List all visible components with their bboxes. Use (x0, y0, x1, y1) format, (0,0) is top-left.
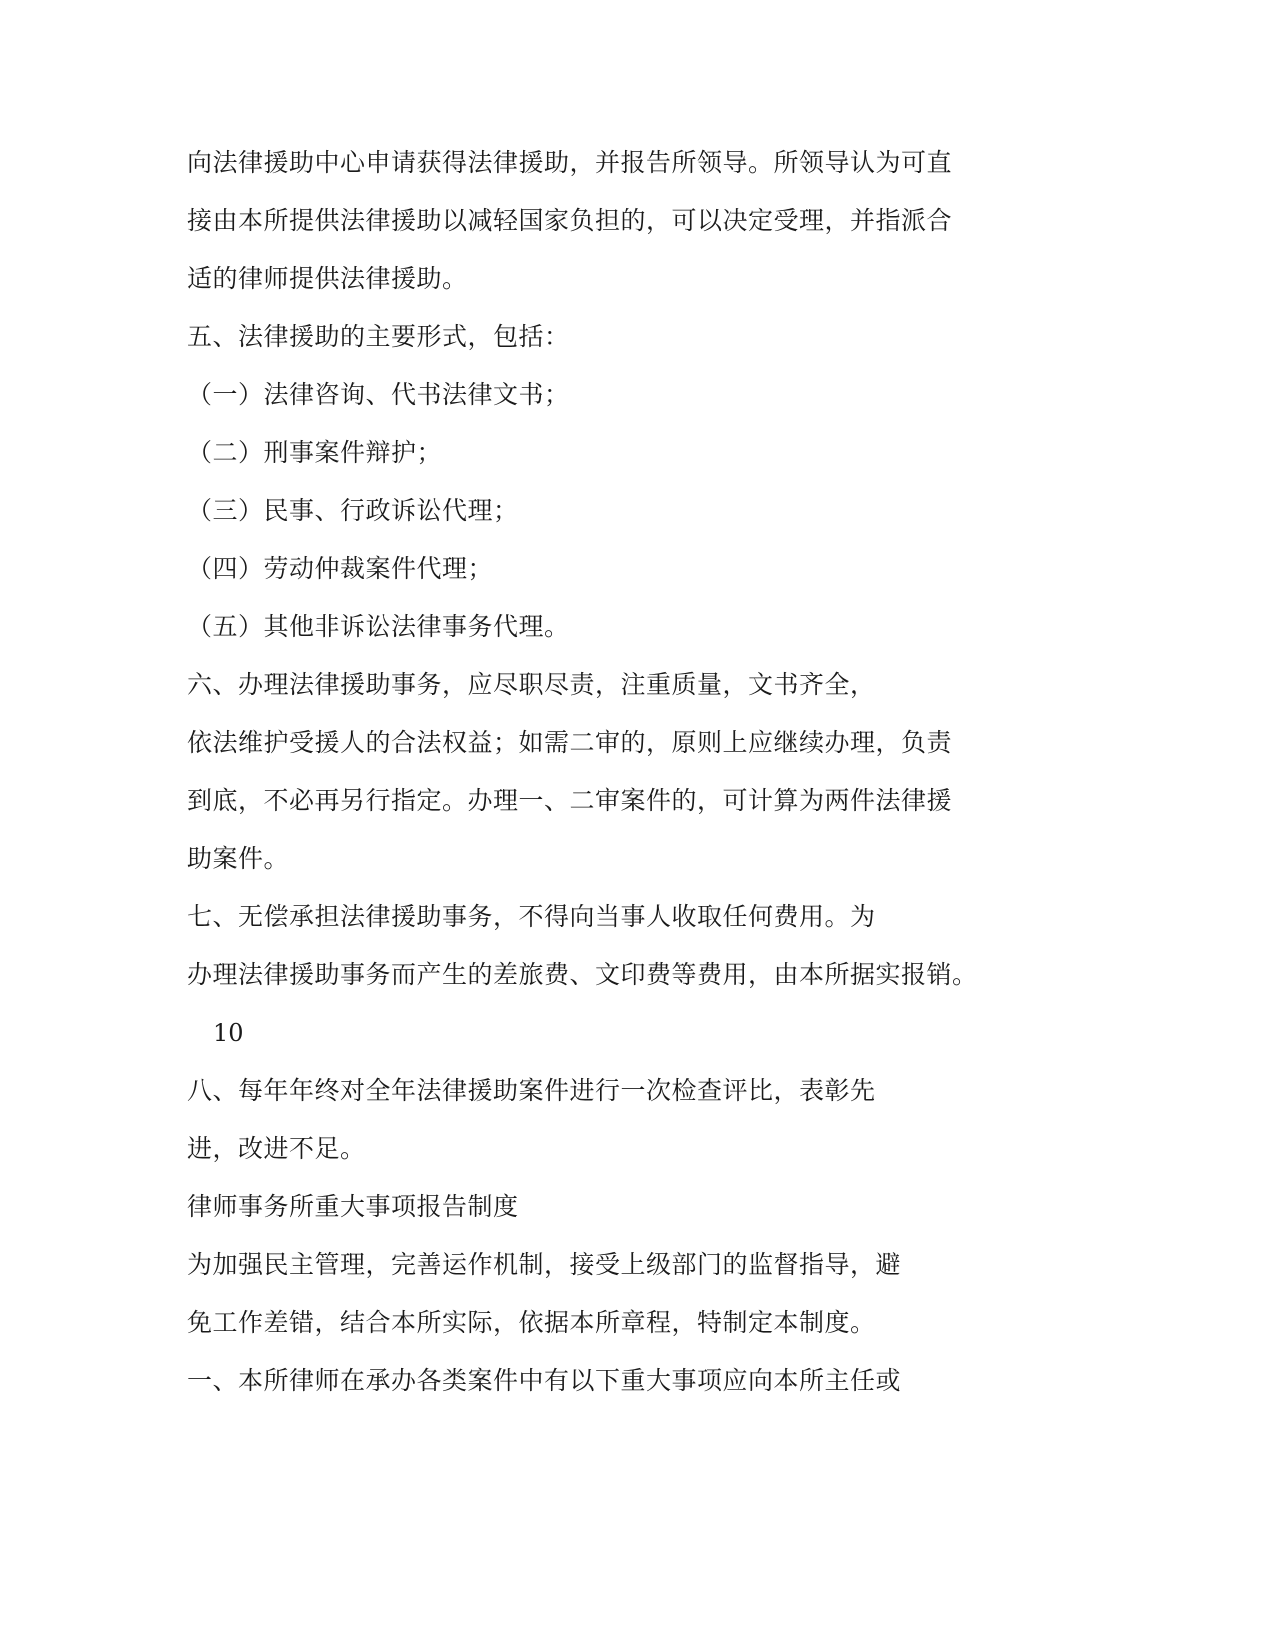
list-item: （四）劳动仲裁案件代理； (187, 554, 494, 583)
text-line: 适的律师提供法律援助。 (187, 264, 468, 293)
text-line: 依法维护受援人的合法权益；如需二审的，原则上应继续办理，负责 (187, 728, 953, 757)
list-item: （一）法律咨询、代书法律文书； (187, 380, 570, 409)
text-line: 到底，不必再另行指定。办理一、二审案件的，可计算为两件法律援 (187, 786, 953, 815)
section-heading-7: 七、无偿承担法律援助事务，不得向当事人收取任何费用。为 (187, 902, 876, 931)
text-line: 助案件。 (187, 844, 290, 873)
list-item: （五）其他非诉讼法律事务代理。 (187, 612, 570, 641)
section-heading-1: 一、本所律师在承办各类案件中有以下重大事项应向本所主任或 (187, 1366, 902, 1395)
text-line: 进，改进不足。 (187, 1134, 366, 1163)
text-line: 办理法律援助事务而产生的差旅费、文印费等费用，由本所据实报销。 (187, 960, 978, 989)
list-item: （二）刑事案件辩护； (187, 438, 443, 467)
text-line: 向法律援助中心申请获得法律援助，并报告所领导。所领导认为可直 (187, 148, 953, 177)
page-number: 10 (213, 1019, 244, 1047)
section-heading-5: 五、法律援助的主要形式，包括： (187, 322, 570, 351)
section-heading-6: 六、办理法律援助事务，应尽职尽责，注重质量，文书齐全， (187, 670, 876, 699)
document-title: 律师事务所重大事项报告制度 (187, 1192, 519, 1221)
section-heading-8: 八、每年年终对全年法律援助案件进行一次检查评比，表彰先 (187, 1076, 876, 1105)
list-item: （三）民事、行政诉讼代理； (187, 496, 519, 525)
text-line: 为加强民主管理，完善运作机制，接受上级部门的监督指导，避 (187, 1250, 902, 1279)
text-line: 接由本所提供法律援助以减轻国家负担的，可以决定受理，并指派合 (187, 206, 953, 235)
text-line: 免工作差错，结合本所实际，依据本所章程，特制定本制度。 (187, 1308, 876, 1337)
